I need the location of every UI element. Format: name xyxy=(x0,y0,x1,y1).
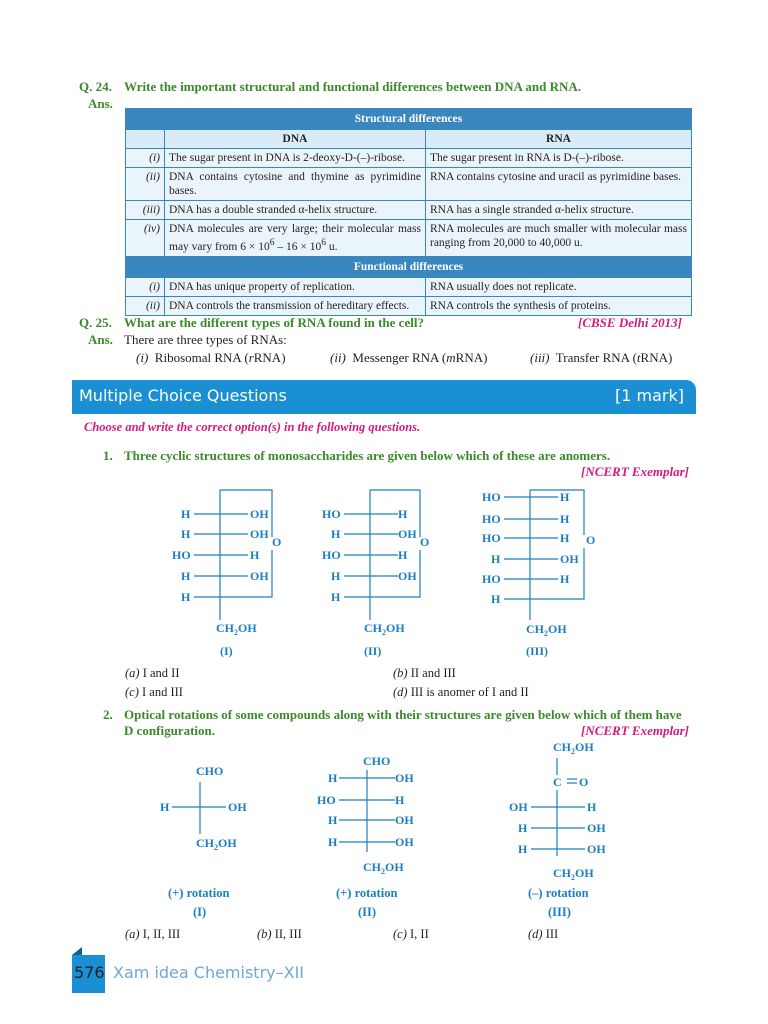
q2-structure-III xyxy=(505,738,625,883)
svg-text:H: H xyxy=(560,490,570,504)
svg-text:H: H xyxy=(331,569,341,583)
row-index: (ii) xyxy=(126,296,165,315)
option-letter: (d) xyxy=(393,685,408,699)
rna-column-header: RNA xyxy=(426,130,692,149)
option-letter: (c) xyxy=(393,927,407,941)
table-row xyxy=(126,296,692,315)
dna-cell xyxy=(165,220,426,257)
q1-number: 1. xyxy=(103,448,113,463)
row-index: (ii) xyxy=(126,168,165,201)
svg-text:O: O xyxy=(420,535,430,549)
dna-cell: DNA contains cytosine and thymine as pyrimidine bases. xyxy=(165,168,426,201)
svg-text:OH: OH xyxy=(509,800,528,814)
svg-text:CH2OH: $CH_2OH$ xyxy=(216,621,257,637)
svg-text:OH: OH xyxy=(250,569,269,583)
svg-text:H: H xyxy=(398,548,408,562)
svg-text:H: H xyxy=(491,592,501,606)
q25-ans-label: Ans. xyxy=(88,332,113,347)
rna-cell: RNA has a single stranded α-helix structure. xyxy=(426,201,692,220)
dna-cell: The sugar present in DNA is 2-deoxy-D-(–)-ribose. xyxy=(165,149,426,168)
table-row xyxy=(126,201,692,220)
structure-label: (II) xyxy=(364,644,382,658)
exponent: 6 xyxy=(269,237,275,248)
svg-text:HO: HO xyxy=(482,490,501,504)
svg-text:H: H xyxy=(181,590,191,604)
structure-label: (I) xyxy=(220,644,233,658)
structure-label: (III) xyxy=(526,644,549,658)
option-text: I and II xyxy=(142,666,180,680)
q2-label-I: (I) xyxy=(193,905,207,919)
item-number: (i) xyxy=(136,350,149,365)
svg-text:CH2OH: $CH_2OH$ xyxy=(364,621,405,637)
svg-text:HO: HO xyxy=(482,531,501,545)
row-index: (i) xyxy=(126,149,165,168)
exponent: 6 xyxy=(321,237,327,248)
svg-text:HO: HO xyxy=(172,548,191,562)
rna-cell: RNA contains cytosine and uracil as pyrimidine bases. xyxy=(426,168,692,201)
index-header xyxy=(126,130,165,149)
rna-type-1 xyxy=(136,350,286,366)
svg-text:H: H xyxy=(331,590,341,604)
svg-text:OH: OH xyxy=(228,800,247,814)
functional-heading: Functional differences xyxy=(126,256,692,277)
option-text: III is anomer of I and II xyxy=(410,685,529,699)
option-text: I and III xyxy=(142,685,183,699)
svg-text:H: H xyxy=(587,800,597,814)
q2-label-III: (III) xyxy=(548,905,571,919)
svg-text:HO: HO xyxy=(322,548,341,562)
q1-option-c[interactable] xyxy=(125,685,183,700)
structure-III xyxy=(478,480,618,670)
svg-text:HO: HO xyxy=(322,507,341,521)
option-letter: (a) xyxy=(125,927,140,941)
svg-text:OH: OH xyxy=(250,527,269,541)
svg-text:OH: OH xyxy=(250,507,269,521)
structure-I xyxy=(168,480,298,670)
q2-structure-I xyxy=(150,760,270,850)
option-letter: (b) xyxy=(257,927,272,941)
q2-rotation-I: (+) rotation xyxy=(168,886,230,900)
table-row xyxy=(126,168,692,201)
svg-text:H: H xyxy=(250,548,260,562)
q2-question-line2: D configuration. xyxy=(124,723,215,738)
svg-text:H: H xyxy=(518,842,528,856)
svg-text:CHO: CHO xyxy=(196,764,224,778)
q24-question: Write the important structural and functional differences between DNA and RNA. xyxy=(124,79,582,94)
dna-rna-differences-table xyxy=(125,108,692,316)
item-number: (ii) xyxy=(330,350,346,365)
svg-text:H: H xyxy=(560,572,570,586)
svg-text:O: O xyxy=(586,533,596,547)
svg-text:H: H xyxy=(560,531,570,545)
type-prefix: m xyxy=(446,350,456,365)
row-index: (iv) xyxy=(126,220,165,257)
dna-cell: DNA has a double stranded α-helix structure. xyxy=(165,201,426,220)
q25-source: [CBSE Delhi 2013] xyxy=(578,315,683,330)
svg-text:H: H xyxy=(328,835,338,849)
q2-option-b[interactable] xyxy=(257,927,302,942)
svg-text:CHO: CHO xyxy=(363,754,391,768)
svg-text:CH2OH: $CH_2OH$ xyxy=(526,622,567,638)
q25-label: Q. 25. xyxy=(79,315,112,330)
svg-text:CH2OH: $CH_2OH$ xyxy=(553,740,594,756)
svg-text:CH2OH: $CH_2OH$ xyxy=(196,836,237,852)
q1-option-d[interactable] xyxy=(393,685,529,700)
svg-text:OH: OH xyxy=(587,821,606,835)
svg-text:H: H xyxy=(328,813,338,827)
svg-text:OH: OH xyxy=(587,842,606,856)
dna-mass-text: u. xyxy=(326,240,338,253)
structural-heading: Structural differences xyxy=(126,109,692,130)
svg-text:OH: OH xyxy=(560,552,579,566)
mcq-instruction: Choose and write the correct option(s) in the following questions. xyxy=(84,420,421,434)
q1-source: [NCERT Exemplar] xyxy=(581,464,689,479)
svg-text:H: H xyxy=(491,552,501,566)
row-index: (i) xyxy=(126,277,165,296)
q2-source: [NCERT Exemplar] xyxy=(581,723,689,738)
svg-text:O: O xyxy=(579,775,589,789)
dna-cell: DNA controls the transmission of hereditary effects. xyxy=(165,296,426,315)
option-text: III xyxy=(545,927,559,941)
option-letter: (b) xyxy=(393,666,408,680)
svg-text:H: H xyxy=(518,821,528,835)
type-prefix: t xyxy=(636,350,641,365)
item-number: (iii) xyxy=(530,350,550,365)
rna-type-2 xyxy=(330,350,487,366)
table-row xyxy=(126,149,692,168)
svg-text:O: O xyxy=(272,535,282,549)
book-title: Xam idea Chemistry–XII xyxy=(113,963,305,982)
dna-mass-text: DNA molecules are very large; their molecular mass may vary from 6 × 10 xyxy=(169,223,421,253)
option-text: II, III xyxy=(274,927,302,941)
table-row xyxy=(126,277,692,296)
svg-text:CH2OH: $CH_2OH$ xyxy=(553,866,594,882)
page-number: 576 xyxy=(74,963,105,982)
option-letter: (a) xyxy=(125,666,140,680)
q25-answer: There are three types of RNAs: xyxy=(124,332,287,347)
svg-text:H: H xyxy=(160,800,170,814)
q1-question: Three cyclic structures of monosaccharides are given below which of these are anomers. xyxy=(124,448,611,463)
svg-text:HO: HO xyxy=(482,572,501,586)
q2-option-c[interactable] xyxy=(393,927,429,942)
svg-text:HO: HO xyxy=(317,793,336,807)
option-letter: (c) xyxy=(125,685,139,699)
option-text: I, II xyxy=(410,927,429,941)
svg-text:OH: OH xyxy=(398,527,417,541)
type-text: Ribosomal RNA ( xyxy=(154,350,249,365)
q1-option-b[interactable] xyxy=(393,666,456,681)
svg-text:H: H xyxy=(560,512,570,526)
svg-text:H: H xyxy=(331,527,341,541)
q2-structure-II xyxy=(315,752,435,882)
rna-cell: RNA controls the synthesis of proteins. xyxy=(426,296,692,315)
q2-number: 2. xyxy=(103,707,113,722)
q2-rotation-III: (–) rotation xyxy=(528,886,589,900)
q1-option-a[interactable] xyxy=(125,666,180,681)
table-row xyxy=(126,220,692,257)
type-text: Transfer RNA ( xyxy=(555,350,637,365)
type-text: Messenger RNA ( xyxy=(352,350,447,365)
svg-text:CH2OH: $CH_2OH$ xyxy=(363,860,404,876)
type-text: RNA) xyxy=(253,350,286,365)
q2-option-a[interactable] xyxy=(125,927,180,942)
type-text: RNA) xyxy=(455,350,488,365)
mcq-banner xyxy=(72,380,696,414)
svg-text:H: H xyxy=(328,771,338,785)
structure-II xyxy=(318,480,448,670)
mcq-title: Multiple Choice Questions xyxy=(79,386,287,405)
q24-label: Q. 24. xyxy=(79,79,112,94)
q2-question-line1: Optical rotations of some compounds along with their structures are given below which of them have xyxy=(124,707,682,722)
type-prefix: r xyxy=(248,350,254,365)
option-letter: (d) xyxy=(528,927,543,941)
q2-label-II: (II) xyxy=(358,905,377,919)
page-corner-fold xyxy=(72,947,82,955)
q24-ans-label: Ans. xyxy=(88,96,113,111)
row-index: (iii) xyxy=(126,201,165,220)
svg-text:H: H xyxy=(181,527,191,541)
q2-rotation-II: (+) rotation xyxy=(336,886,398,900)
svg-text:C: C xyxy=(553,775,562,789)
svg-text:OH: OH xyxy=(395,771,414,785)
svg-text:H: H xyxy=(181,507,191,521)
mcq-marks: [1 mark] xyxy=(615,386,684,405)
type-text: RNA) xyxy=(640,350,673,365)
option-text: I, II, III xyxy=(142,927,181,941)
svg-text:OH: OH xyxy=(395,835,414,849)
option-text: II and III xyxy=(410,666,456,680)
dna-mass-text: – 16 × 10 xyxy=(274,240,322,253)
rna-cell: RNA usually does not replicate. xyxy=(426,277,692,296)
svg-text:H: H xyxy=(181,569,191,583)
svg-text:H: H xyxy=(398,507,408,521)
dna-column-header: DNA xyxy=(165,130,426,149)
rna-cell: RNA molecules are much smaller with molecular mass ranging from 20,000 to 40,000 u. xyxy=(426,220,692,257)
rna-cell: The sugar present in RNA is D-(–)-ribose. xyxy=(426,149,692,168)
svg-text:OH: OH xyxy=(398,569,417,583)
svg-text:H: H xyxy=(395,793,405,807)
rna-type-3 xyxy=(530,350,672,366)
svg-text:HO: HO xyxy=(482,512,501,526)
dna-cell: DNA has unique property of replication. xyxy=(165,277,426,296)
svg-text:OH: OH xyxy=(395,813,414,827)
q25-question: What are the different types of RNA found in the cell? xyxy=(124,315,424,330)
q2-option-d[interactable] xyxy=(528,927,558,942)
